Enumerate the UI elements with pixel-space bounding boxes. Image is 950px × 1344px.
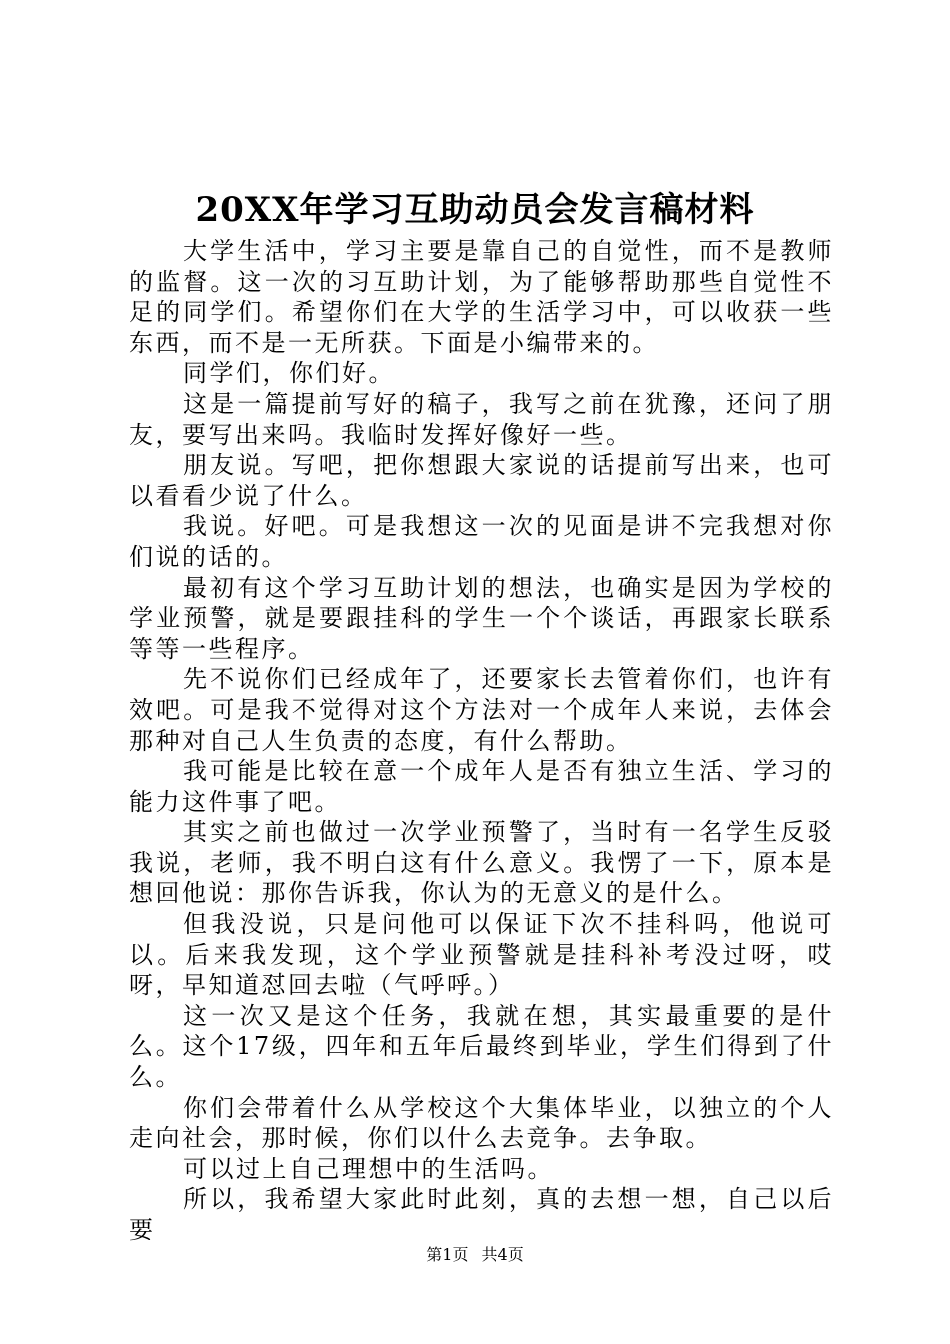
paragraph: 先不说你们已经成年了，还要家长去管着你们，也许有效吧。可是我不觉得对这个方法对一个成年人来说，去体会那种对自己人生负责的态度，有什么帮助。 (129, 665, 834, 755)
paragraph: 所以，我希望大家此时此刻，真的去想一想，自己以后要 (129, 1185, 834, 1244)
paragraph: 这一次又是这个任务，我就在想，其实最重要的是什么。这个17级，四年和五年后最终到毕业，学生们得到了什么。 (129, 1001, 834, 1092)
page-number: 第1页 (426, 1245, 469, 1264)
paragraph: 这是一篇提前写好的稿子，我写之前在犹豫，还问了朋友，要写出来吗。我临时发挥好像好一些。 (129, 389, 834, 449)
paragraph: 大学生活中，学习主要是靠自己的自觉性，而不是教师的监督。这一次的习互助计划，为了能够帮助那些自觉性不足的同学们。希望你们在大学的生活学习中，可以收获一些东西，而不是一无所获。下面是小编带来的。 (129, 237, 834, 357)
page-total: 共4页 (481, 1245, 524, 1264)
document-body (129, 236, 834, 1246)
paragraph: 你们会带着什么从学校这个大集体毕业，以独立的个人走向社会，那时候，你们以什么去竞争。去争取。 (129, 1093, 834, 1153)
paragraph: 我可能是比较在意一个成年人是否有独立生活、学习的能力这件事了吧。 (129, 757, 834, 816)
page-footer (0, 1244, 950, 1266)
paragraph: 同学们，你们好。 (183, 359, 395, 388)
paragraph: 可以过上自己理想中的生活吗。 (183, 1154, 554, 1183)
paragraph: 但我没说，只是问他可以保证下次不挂科吗，他说可以。后来我发现，这个学业预警就是挂科补考没过呀，哎呀，早知道怼回去啦（气呼呼。） (129, 910, 834, 1000)
paragraph: 最初有这个学习互助计划的想法，也确实是因为学校的学业预警，就是要跟挂科的学生一个个谈话，再跟家长联系等等一些程序。 (129, 573, 834, 663)
document-title: 20XX年学习互助动员会发言稿材料 (195, 190, 755, 230)
paragraph: 其实之前也做过一次学业预警了，当时有一名学生反驳我说，老师，我不明白这有什么意义。我愣了一下，原本是想回他说：那你告诉我，你认为的无意义的是什么。 (129, 818, 834, 908)
paragraph: 我说。好吧。可是我想这一次的见面是讲不完我想对你们说的话的。 (129, 512, 834, 571)
paragraph: 朋友说。写吧，把你想跟大家说的话提前写出来，也可以看看少说了什么。 (129, 451, 834, 510)
